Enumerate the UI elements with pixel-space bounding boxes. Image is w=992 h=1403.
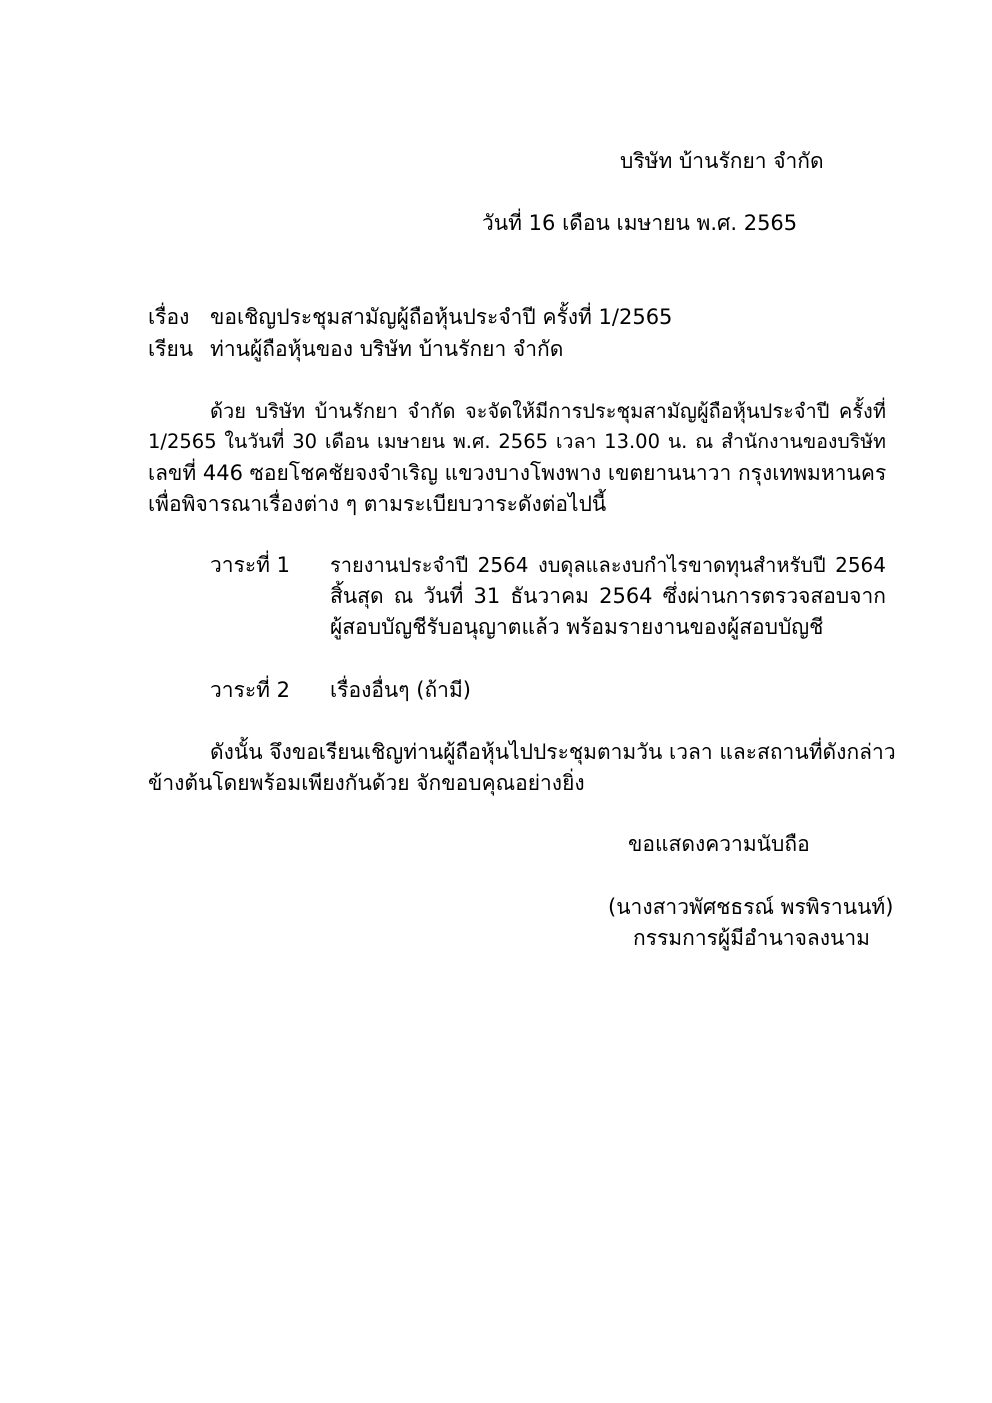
subject-text: ขอเชิญประชุมสามัญผู้ถือหุ้นประจำปี ครั้งที่ 1/2565 — [210, 305, 673, 329]
paragraph-2-line-1: ดังนั้น จึงขอเรียนเชิญท่านผู้ถือหุ้นไปประชุมตามวัน เวลา และสถานที่ดังกล่าว — [210, 740, 896, 764]
paragraph-1-line-1: ด้วย บริษัท บ้านรักยา จำกัด จะจัดให้มีการประชุมสามัญผู้ถือหุ้นประจำปี ครั้งที่ — [210, 399, 886, 423]
agenda-2-line-1: เรื่องอื่นๆ (ถ้ามี) — [330, 678, 471, 702]
paragraph-1-line-4: เพื่อพิจารณาเรื่องต่าง ๆ ตามระเบียบวาระดังต่อไปนี้ — [148, 492, 607, 516]
company-name: บริษัท บ้านรักยา จำกัด — [620, 149, 824, 173]
signer-title: กรรมการผู้มีอำนาจลงนาม — [633, 926, 871, 950]
agenda-2-label: วาระที่ 2 — [210, 678, 291, 702]
paragraph-1-line-3: เลขที่ 446 ซอยโชคชัยจงจำเริญ แขวงบางโพงพาง เขตยานนาวา กรุงเทพมหานคร — [148, 461, 887, 485]
subject-label: เรื่อง — [148, 305, 190, 329]
agenda-1-line-1: รายงานประจำปี 2564 งบดุลและงบกำไรขาดทุนสำหรับปี 2564 — [330, 553, 886, 577]
recipient-text: ท่านผู้ถือหุ้นของ บริษัท บ้านรักยา จำกัด — [210, 337, 564, 361]
paragraph-1-line-2: 1/2565 ในวันที่ 30 เดือน เมษายน พ.ศ. 2565 เวลา 13.00 น. ณ สำนักงานของบริษัท — [148, 430, 886, 453]
agenda-1-label: วาระที่ 1 — [210, 553, 291, 577]
paragraph-2-line-2: ข้างต้นโดยพร้อมเพียงกันด้วย จักขอบคุณอย่างยิ่ง — [148, 771, 585, 795]
agenda-1-line-3: ผู้สอบบัญชีรับอนุญาตแล้ว พร้อมรายงานของผู้สอบบัญชี — [330, 615, 824, 639]
agenda-1-line-2: สิ้นสุด ณ วันที่ 31 ธันวาคม 2564 ซึ่งผ่านการตรวจสอบจาก — [330, 584, 886, 608]
closing-salutation: ขอแสดงความนับถือ — [628, 832, 810, 856]
recipient-label: เรียน — [148, 337, 194, 361]
letter-date: วันที่ 16 เดือน เมษายน พ.ศ. 2565 — [482, 211, 798, 235]
signer-name: (นางสาวพัศชธรณ์ พรพิรานนท์) — [608, 895, 894, 919]
